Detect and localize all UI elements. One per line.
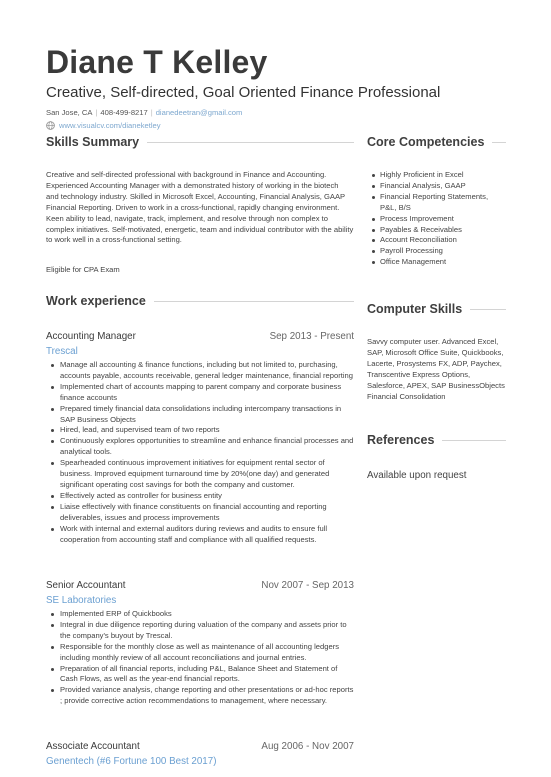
job-bullet: Prepared timely financial data consolidations including intercompany transactions in SAP Business Objects (46, 404, 354, 426)
references-heading (367, 433, 506, 447)
competency-item: Payables & Receivables (367, 225, 506, 236)
work-experience-title: Work experience (46, 294, 146, 308)
competency-item: Payroll Processing (367, 246, 506, 257)
job-title: Associate Accountant (46, 741, 140, 752)
job-bullet: Work with internal and external auditors during reviews and audits to ensure full cooperation from accounting staff and compliance with all qualified requests. (46, 524, 354, 546)
section-divider (154, 301, 354, 302)
competency-item: Financial Reporting Statements, P&L, B/S (367, 192, 506, 214)
phone-number: 408-499-8217 (100, 108, 148, 117)
core-competencies-heading (367, 135, 506, 149)
job-title: Senior Accountant (46, 580, 126, 591)
company-link[interactable]: Genentech (#6 Fortune 100 Best 2017) (46, 756, 217, 767)
core-competencies-title: Core Competencies (367, 135, 485, 149)
professional-headline: Creative, Self-directed, Goal Oriented Finance Professional (46, 84, 441, 101)
email-link[interactable]: dianedeetran@gmail.com (155, 108, 243, 117)
section-divider (492, 142, 506, 143)
job-bullet: Effectively acted as controller for business entity (46, 491, 354, 502)
job-bullet: Spearheaded continuous improvement initiatives for equipment rental sector of business. Improved equipment turnaround time by 20%(one day) and generated significant operating cost savings for both the company and customer. (46, 458, 354, 491)
job-bullet: Integral in due diligence reporting during valuation of the company and assets prior to the company's buyout by Trescal. (46, 620, 354, 642)
job-bullet: Preparation of all financial reports, including P&L, Balance Sheet and Statement of Cash Flows, as well as the year-end financial reports. (46, 664, 354, 686)
work-experience-heading (46, 294, 354, 308)
job-entry (46, 741, 354, 767)
section-divider (470, 309, 506, 310)
job-dates: Aug 2006 - Nov 2007 (261, 741, 354, 752)
globe-icon (46, 121, 55, 130)
job-bullets (46, 609, 354, 707)
job-bullet: Liaise effectively with finance constituents on financial accounting and reporting deliverables, issues and process improvements (46, 502, 354, 524)
candidate-name: Diane T Kelley (46, 44, 268, 80)
cpa-eligibility: Eligible for CPA Exam (46, 265, 120, 274)
competency-item: Highly Proficient in Excel (367, 170, 506, 181)
competency-item: Account Reconciliation (367, 235, 506, 246)
section-divider (147, 142, 354, 143)
skills-summary-text: Creative and self-directed professional with background in Finance and Accounting. Experienced Accounting Manager with a demonstrated history of working in the biotech and technology industry. Skilled in Microsoft Excel, Accounting, Financial Analysis, GAAP Financial Reporting. Driven to work in a cross-functional, rapidly changing environment. Keen ability to lead, navigate, track, implement, and resolve through non complex to complex initiatives. Self-motivated, energetic, team and individual contributor with the ability to work well in a cross-functional setting. (46, 170, 354, 245)
job-title: Accounting Manager (46, 331, 136, 342)
job-dates: Nov 2007 - Sep 2013 (261, 580, 354, 591)
competency-item: Office Management (367, 257, 506, 268)
computer-skills-heading (367, 302, 506, 316)
job-bullet: Manage all accounting & finance functions, including but not limited to, purchasing, accounts payable, accounts receivable, general ledger maintenance, financial reporting (46, 360, 354, 382)
competency-item: Process Improvement (367, 214, 506, 225)
location: San Jose, CA (46, 108, 93, 117)
job-bullet: Hired, lead, and supervised team of two reports (46, 425, 354, 436)
job-bullet: Provided variance analysis, change reporting and other presentations or ad-hoc reports ; provide corrective action recommendations to management, where necessary. (46, 685, 354, 707)
company-link[interactable]: SE Laboratories (46, 595, 117, 606)
references-text: Available upon request (367, 470, 467, 481)
website-row (46, 121, 161, 130)
job-bullet: Implemented ERP of Quickbooks (46, 609, 354, 620)
skills-summary-heading (46, 135, 354, 149)
website-link[interactable]: www.visualcv.com/dianeketley (59, 121, 161, 130)
job-bullet: Implemented chart of accounts mapping to parent company and corporate business finance accounts (46, 382, 354, 404)
computer-skills-text: Savvy computer user. Advanced Excel, SAP, Microsoft Office Suite, Quickbooks, Lacerte, Prosystems FX, ADP, Paychex, Transcentive Express Options, Salesforce, APEX, SAP BusinessObjects Financial Consolidation (367, 337, 505, 401)
section-divider (442, 440, 506, 441)
job-entry (46, 580, 354, 707)
references-title: References (367, 433, 435, 447)
job-bullet: Continuously explores opportunities to streamline and enhance financial processes and analytical tools. (46, 436, 354, 458)
job-dates: Sep 2013 - Present (269, 331, 354, 342)
job-bullet: Responsible for the monthly close as well as maintenance of all accounting ledgers including monthly review of all account reconciliations and journal entries. (46, 642, 354, 664)
job-entry (46, 331, 354, 545)
competency-list (367, 170, 506, 268)
contact-line: San Jose, CA | 408-499-8217 | dianedeetran@gmail.com (46, 108, 243, 117)
competency-item: Financial Analysis, GAAP (367, 181, 506, 192)
skills-summary-title: Skills Summary (46, 135, 140, 149)
company-link[interactable]: Trescal (46, 346, 78, 357)
computer-skills-title: Computer Skills (367, 302, 463, 316)
job-bullets (46, 360, 354, 545)
